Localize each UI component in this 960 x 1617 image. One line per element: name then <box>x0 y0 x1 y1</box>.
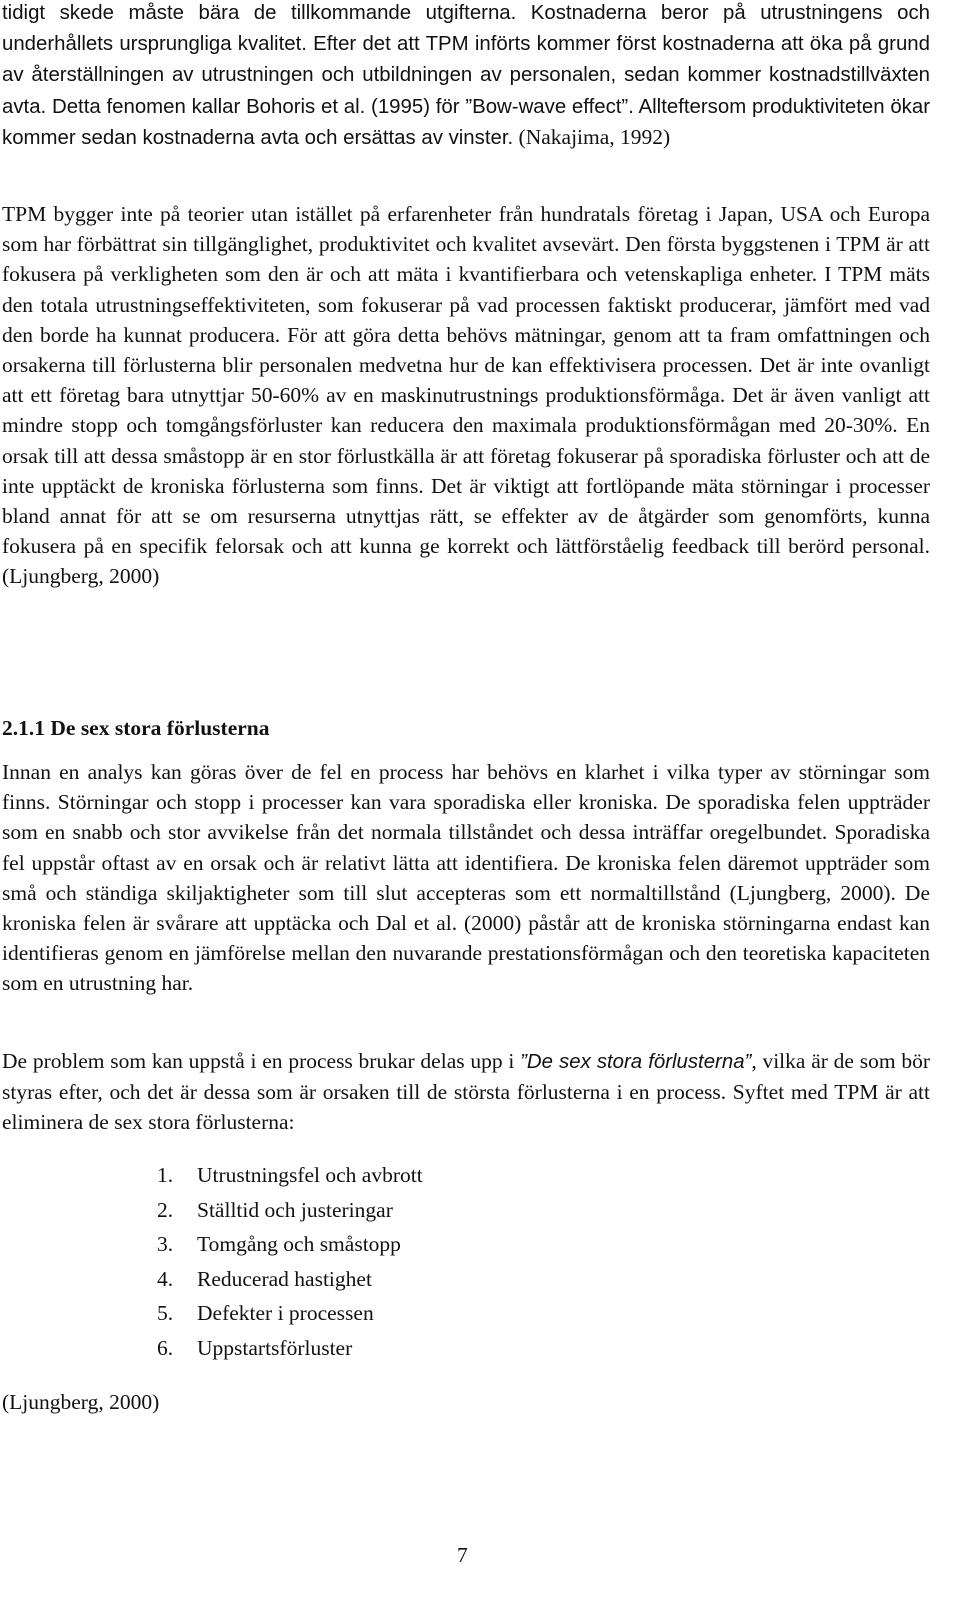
list-item-number: 3. <box>157 1232 174 1257</box>
paragraph-4 <box>2 1046 930 1138</box>
list-item-text: Reducerad hastighet <box>197 1266 372 1291</box>
list-item-number: 1. <box>157 1163 174 1187</box>
list-item <box>157 1331 423 1366</box>
list-item <box>157 1296 423 1331</box>
list-item <box>157 1262 423 1297</box>
list-item <box>157 1158 423 1193</box>
list-item <box>157 1193 423 1228</box>
paragraph-1-text: tidigt skede måste bära de tillkommande utgifterna. Kostnaderna beror på utrustningens och underhållets ursprungliga kvalitet. Efter det att TPM införts kommer först kostnaderna att öka på grund av återställningen av utrustningen och utbildningen av personalen, sedan kommer kostnadstillväxten avta. Detta fenomen kallar Bohoris et al. (1995) för ”Bow-wave effect”. Allteftersom produktiviteten ökar kommer sedan kostnaderna avta och ersättas av vinster. <box>2 2 930 149</box>
list-item-number: 4. <box>157 1266 174 1291</box>
paragraph-3: Innan en analys kan göras över de fel en process har behövs en klarhet i vilka typer av störningar som finns. Störningar och stopp i processer kan vara sporadiska eller kroniska. De sporadiska felen uppträder som en snabb och stor avvikelse från det normala tillståndet och dessa inträffar oregelbundet. Sporadiska fel uppstår oftast av en orsak och är relativt lätta att identifiera. De kroniska felen däremot uppträder som små och ständiga skiljaktigheter som till slut accepteras som ett normaltillstånd (Ljungberg, 2000). De kroniska felen är svårare att upptäcka och Dal et al. (2000) påstår att de kroniska störningarna endast kan identifieras genom en jämförelse mellan den nuvarande prestationsförmågan och den teoretiska kapaciteten som en utrustning har. <box>2 760 930 996</box>
list-item-text: Uppstartsförluster <box>197 1335 353 1360</box>
section-heading: 2.1.1 De sex stora förlusterna <box>2 716 270 740</box>
list-item <box>157 1227 423 1262</box>
list-item-text: Tomgång och småstopp <box>197 1232 401 1257</box>
list-item-text: Utrustningsfel och avbrott <box>197 1163 423 1187</box>
paragraph-1-citation: (Nakajima, 1992) <box>513 124 671 149</box>
paragraph-1 <box>2 0 930 153</box>
page-number: 7 <box>457 1543 468 1567</box>
list-citation: (Ljungberg, 2000) <box>2 1390 160 1414</box>
losses-list <box>157 1158 423 1366</box>
list-item-text: Defekter i processen <box>197 1301 374 1326</box>
list-item-number: 6. <box>157 1335 174 1360</box>
list-item-number: 5. <box>157 1301 174 1326</box>
paragraph-2: TPM bygger inte på teorier utan istället på erfarenheter från hundratals företag i Japan, USA och Europa som har förbättrat sin tillgänglighet, produktivitet och kvalitet avsevärt. Den första byggstenen i TPM är att fokusera på verkligheten som den är och att mäta i kvantifierbara och vetenskapliga enheter. I TPM mäts den totala utrustningseffektiviteten, som fokuserar på vad processen faktiskt producerar, jämfört med vad den borde ha kunnat producera. För att göra detta behövs mätningar, genom att ta fram omfattningen och orsakerna till förlusterna blir personalen medvetna hur de kan effektivisera processen. Det är inte ovanligt att ett företag bara utnyttjar 50-60% av en maskinutrustnings produktionsförmåga. Det är även vanligt att mindre stopp och tomgångsförluster kan reducera den maximala produktionsförmågan med 20-30%. En orsak till att dessa småstopp är en stor förlustkälla är att företag fokuserar på sporadiska förluster och att de inte upptäckt de kroniska förlusterna som finns. Det är viktigt att fortlöpande mäta störningar i processer bland annat för att se om resurserna utnyttjas rätt, se effekter av de åtgärder som genomförts, kunna fokusera på en specifik felorsak och att kunna ge korrekt och lättförståelig feedback till berörd personal. (Ljungberg, 2000) <box>2 202 930 589</box>
paragraph-4-start: De problem som kan uppstå i en process brukar delas upp i <box>2 1049 521 1073</box>
paragraph-4-italic: ”De sex stora förlusterna” <box>520 1051 752 1073</box>
list-item-text: Ställtid och justeringar <box>197 1197 393 1222</box>
paragraph-4-end: , vilka är de som bör styras efter, och det är dessa som är orsaken till de största förlusterna i en process. Syftet med TPM är att eliminera de sex stora förlusterna: <box>2 1049 930 1135</box>
list-item-number: 2. <box>157 1197 174 1222</box>
